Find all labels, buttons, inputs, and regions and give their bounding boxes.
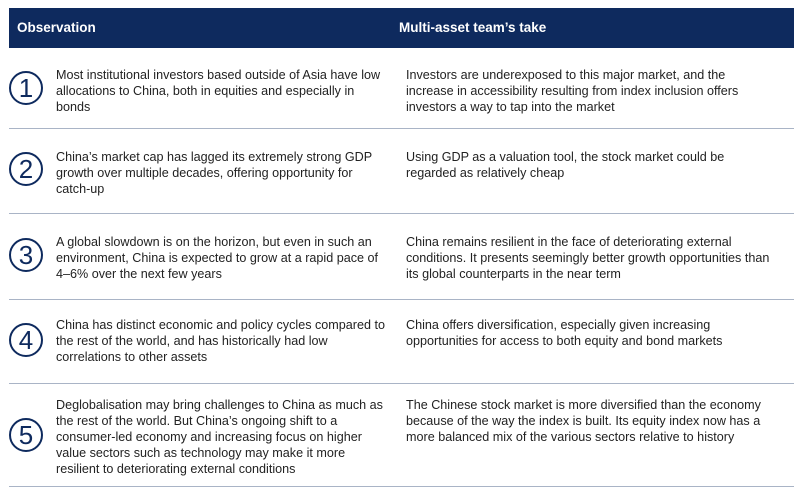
- observation-table: [9, 8, 794, 487]
- number-badge: 5: [9, 418, 43, 452]
- team-take-text: China remains resilient in the face of deteriorating external conditions. It presents seemingly better growth opportunities than its global counterparts in the near term: [406, 235, 770, 281]
- table-row: [9, 214, 794, 300]
- table-row: [9, 300, 794, 384]
- table-header: [9, 8, 794, 48]
- team-take-text: Investors are underexposed to this major market, and the increase in accessibility resulting from index inclusion offers investors a way to tap into the market: [406, 68, 739, 114]
- number-badge: 2: [9, 152, 43, 186]
- observation-text: Most institutional investors based outside of Asia have low allocations to China, both in equities and especially in bonds: [56, 68, 381, 114]
- number-badge: 1: [9, 71, 43, 105]
- observation-text: China has distinct economic and policy cycles compared to the rest of the world, and has historically had low correlations to other assets: [56, 318, 385, 364]
- observation-text: China’s market cap has lagged its extremely strong GDP growth over multiple decades, offering opportunity for catch-up: [56, 150, 372, 196]
- number-badge: 3: [9, 238, 43, 272]
- header-observation: Observation: [17, 20, 96, 35]
- table-row: [9, 384, 794, 487]
- team-take-text: Using GDP as a valuation tool, the stock market could be regarded as relatively cheap: [406, 150, 725, 180]
- table-row: [9, 129, 794, 214]
- header-team-take: Multi-asset team’s take: [399, 20, 547, 35]
- observation-text: Deglobalisation may bring challenges to China as much as the rest of the world. But China’s ongoing shift to a consumer-led economy and increasing focus on higher value sectors such as technology may make it more resilient to deteriorating external conditions: [56, 398, 383, 476]
- team-take-text: China offers diversification, especially given increasing opportunities for access to both equity and bond markets: [406, 318, 723, 348]
- team-take-text: The Chinese stock market is more diversified than the economy because of the way the index is built. Its equity index now has a more balanced mix of the various sectors relative to history: [406, 398, 761, 444]
- observation-text: A global slowdown is on the horizon, but even in such an environment, China is expected to grow at a rapid pace of 4–6% over the next few years: [56, 235, 379, 281]
- table-row: [9, 48, 794, 129]
- number-badge: 4: [9, 323, 43, 357]
